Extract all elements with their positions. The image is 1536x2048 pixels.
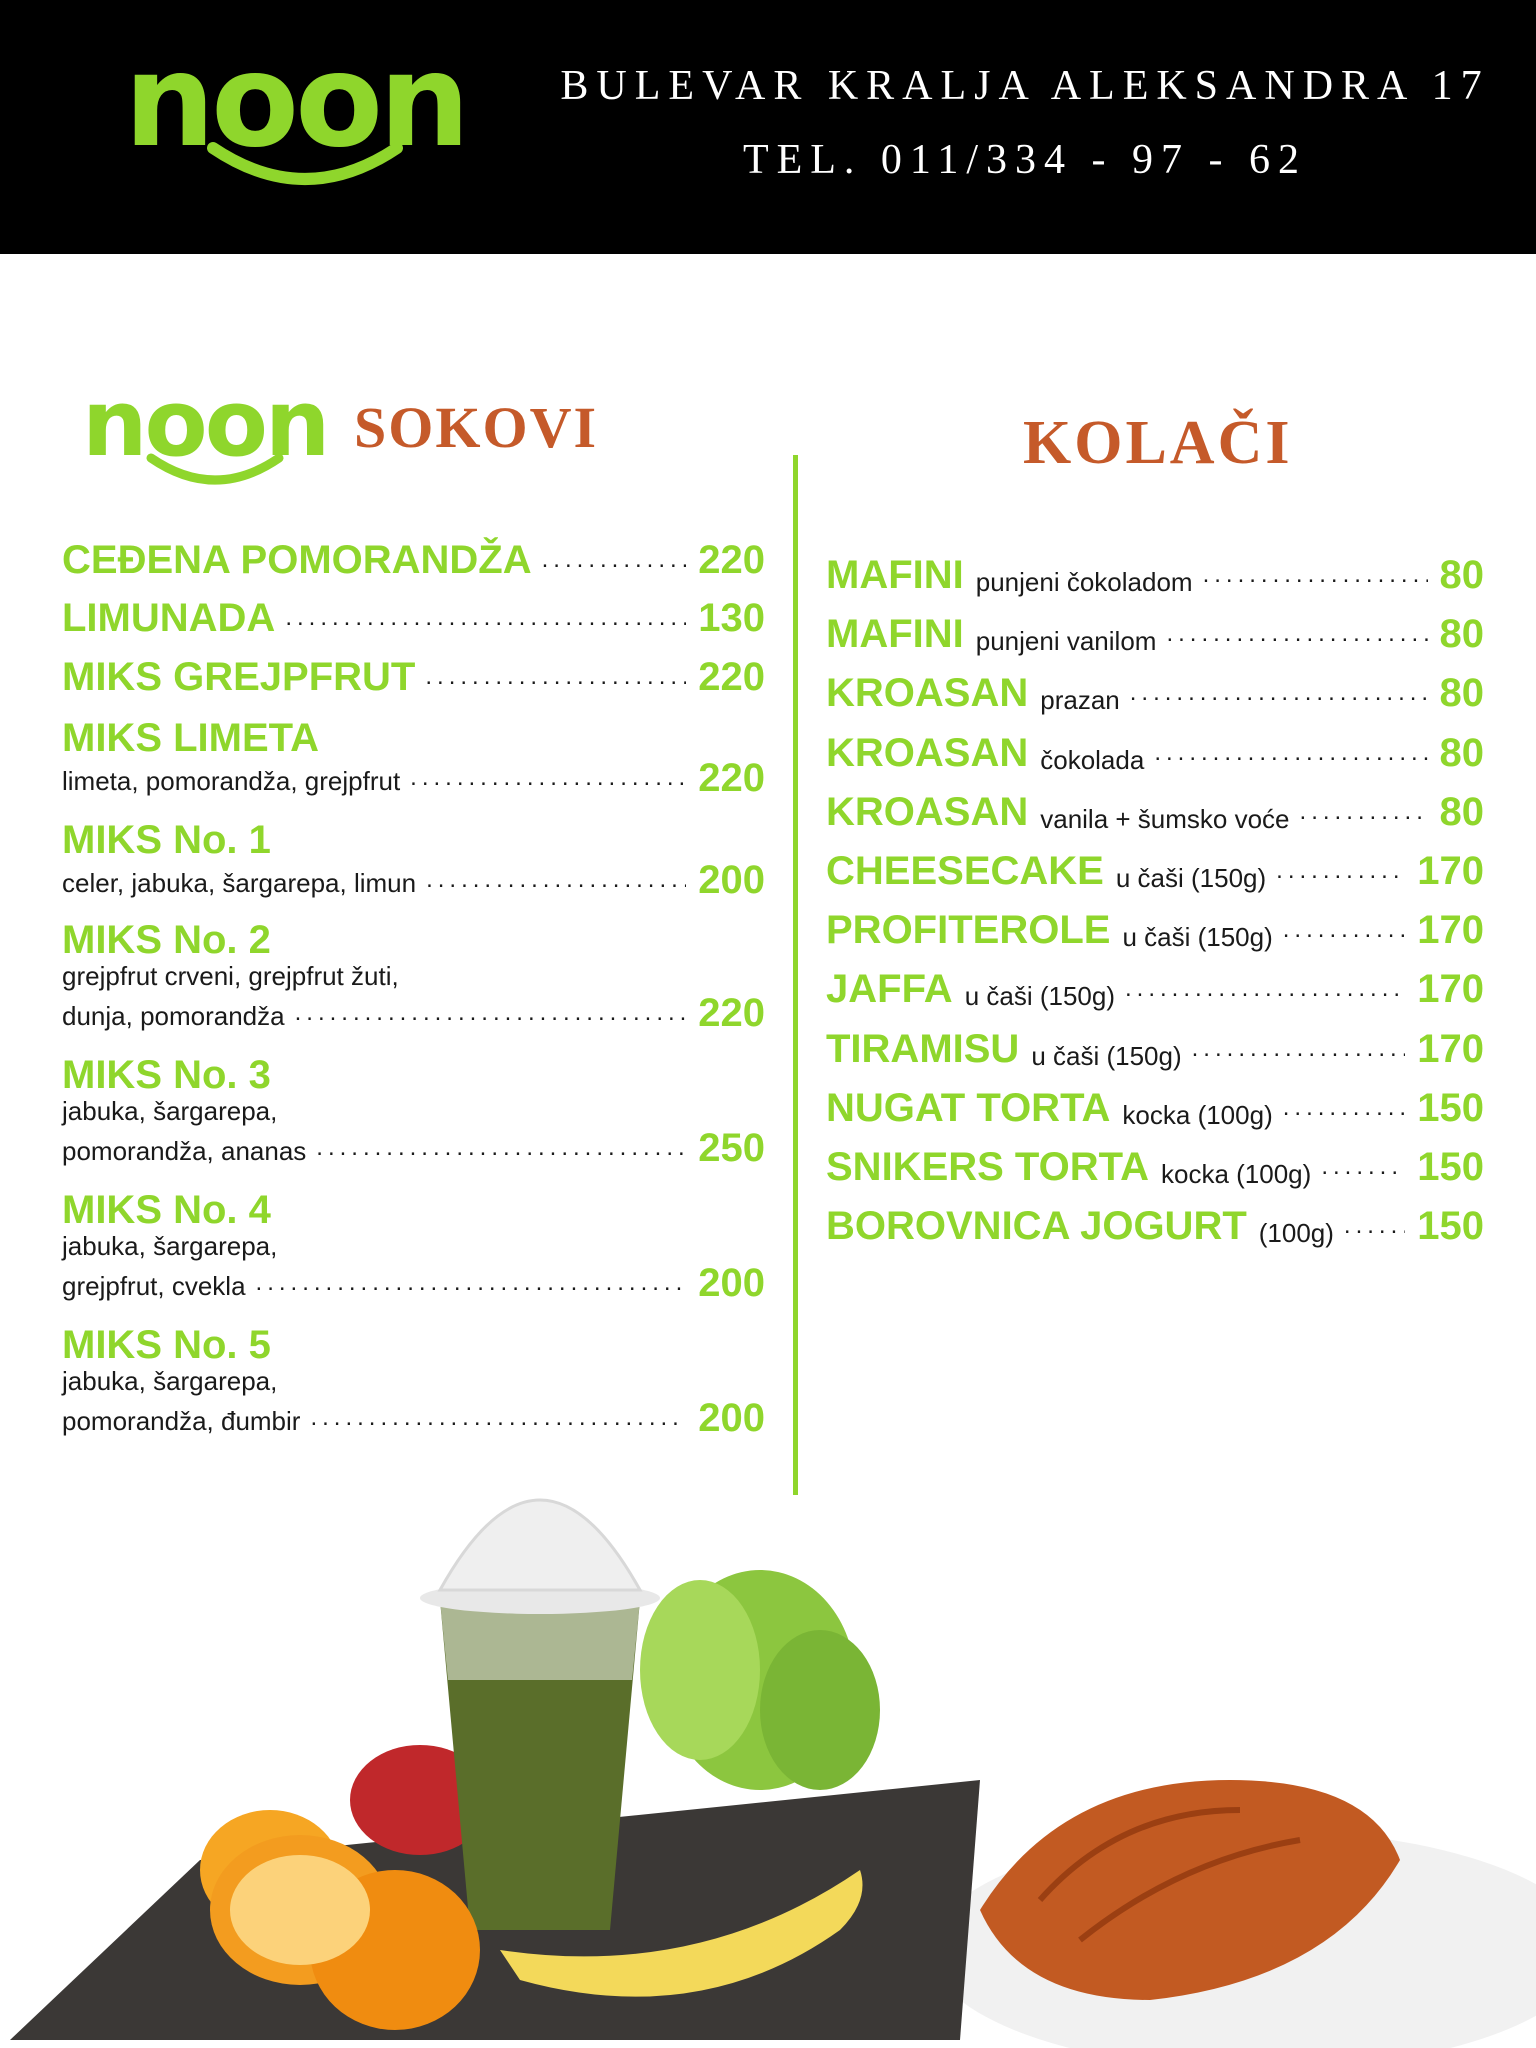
logo-smile-icon bbox=[205, 140, 405, 190]
cake-price: 80 bbox=[1439, 789, 1484, 834]
juice-price: 200 bbox=[698, 1261, 765, 1306]
cake-desc: u čaši (150g) bbox=[1031, 1040, 1182, 1071]
cake-price: 170 bbox=[1417, 1026, 1484, 1071]
cake-item bbox=[826, 908, 1484, 953]
juice-item bbox=[62, 820, 765, 900]
cake-price: 80 bbox=[1439, 612, 1484, 657]
leader-dots bbox=[1300, 798, 1428, 826]
cake-item bbox=[826, 1026, 1484, 1071]
cake-desc: čokolada bbox=[1040, 744, 1145, 775]
cake-name: MAFINI bbox=[826, 553, 964, 597]
leader-dots bbox=[1203, 561, 1428, 589]
phone-text: TEL. 011/334 - 97 - 62 bbox=[742, 137, 1308, 183]
cake-name: PROFITEROLE bbox=[826, 908, 1111, 953]
cake-name: MAFINI bbox=[826, 612, 964, 657]
cake-desc: (100g) bbox=[1258, 1218, 1334, 1249]
leader-dots bbox=[310, 1404, 686, 1432]
juice-desc: jabuka, šargarepa, bbox=[62, 1096, 278, 1126]
leader-dots bbox=[410, 764, 686, 792]
cake-name: TIRAMISU bbox=[826, 1026, 1020, 1071]
juice-name: MIKS No. 5 bbox=[62, 1323, 271, 1367]
leader-dots bbox=[1276, 857, 1405, 885]
juice-desc: grejpfrut crveni, grejpfrut žuti, bbox=[62, 961, 399, 991]
cake-item bbox=[826, 1147, 1484, 1187]
leader-dots bbox=[542, 546, 687, 574]
cake-item bbox=[826, 851, 1484, 891]
address-text: BULEVAR KRALJA ALEKSANDRA 17 bbox=[560, 63, 1490, 109]
cake-price: 150 bbox=[1417, 1085, 1484, 1130]
leader-dots bbox=[256, 1269, 687, 1297]
leader-dots bbox=[426, 866, 686, 894]
juice-name: LIMUNADA bbox=[62, 596, 276, 640]
sokovi-logo-smile-icon bbox=[145, 452, 285, 488]
sokovi-title: SOKOVI bbox=[354, 395, 599, 460]
cake-name: KROASAN bbox=[826, 789, 1029, 834]
leader-dots bbox=[1321, 1153, 1405, 1181]
cake-item bbox=[826, 967, 1484, 1012]
leader-dots bbox=[316, 1134, 686, 1162]
cake-item bbox=[826, 730, 1484, 775]
cake-price: 170 bbox=[1417, 849, 1484, 893]
juice-desc: pomorandža, ananas bbox=[62, 1136, 307, 1166]
juice-item bbox=[62, 718, 765, 798]
juice-desc: dunja, pomorandža bbox=[62, 1001, 285, 1031]
juice-price: 200 bbox=[698, 858, 765, 902]
juice-item bbox=[62, 1188, 765, 1306]
column-divider bbox=[793, 455, 798, 1495]
cake-price: 80 bbox=[1439, 730, 1484, 775]
juice-name: MIKS No. 2 bbox=[62, 918, 271, 962]
juice-desc: jabuka, šargarepa, bbox=[62, 1231, 278, 1261]
cake-price: 150 bbox=[1417, 1145, 1484, 1189]
juice-price: 130 bbox=[698, 596, 765, 640]
cake-price: 150 bbox=[1417, 1204, 1484, 1249]
cake-desc: u čaši (150g) bbox=[964, 981, 1115, 1012]
leader-dots bbox=[1166, 620, 1427, 648]
cake-name: CHEESECAKE bbox=[826, 849, 1104, 893]
juice-desc: pomorandža, đumbir bbox=[62, 1406, 301, 1436]
cake-desc: u čaši (150g) bbox=[1122, 922, 1273, 953]
juice-item bbox=[62, 540, 765, 580]
leader-dots bbox=[1344, 1212, 1405, 1240]
juice-name: MIKS No. 1 bbox=[62, 818, 271, 862]
cake-desc: vanila + šumsko voće bbox=[1040, 803, 1290, 834]
juice-price: 220 bbox=[698, 538, 765, 582]
cake-name: SNIKERS TORTA bbox=[826, 1145, 1149, 1189]
leader-dots bbox=[1283, 1094, 1406, 1122]
leader-dots bbox=[285, 604, 686, 632]
juice-desc: grejpfrut, cvekla bbox=[62, 1271, 246, 1301]
cake-desc: punjeni vanilom bbox=[975, 626, 1157, 657]
juice-price: 220 bbox=[698, 655, 765, 699]
juice-desc: limeta, pomorandža, grejpfrut bbox=[62, 765, 401, 796]
cake-item bbox=[826, 1204, 1484, 1249]
cake-desc: punjeni čokoladom bbox=[975, 567, 1193, 597]
juice-item bbox=[62, 1053, 765, 1171]
cake-desc: kocka (100g) bbox=[1122, 1099, 1273, 1130]
juice-name: CEĐENA POMORANDŽA bbox=[62, 538, 532, 582]
cake-desc: kocka (100g) bbox=[1161, 1159, 1312, 1189]
sokovi-logo: noon bbox=[82, 370, 328, 477]
juice-item bbox=[62, 918, 765, 1036]
cake-item bbox=[826, 671, 1484, 716]
cake-item bbox=[826, 612, 1484, 657]
cake-item bbox=[826, 789, 1484, 834]
juice-name: MIKS GREJPFRUT bbox=[62, 655, 416, 699]
leader-dots bbox=[1283, 916, 1405, 944]
juice-price: 200 bbox=[698, 1396, 765, 1441]
juice-price: 220 bbox=[698, 991, 765, 1036]
leader-dots bbox=[1154, 739, 1427, 767]
cake-desc: u čaši (150g) bbox=[1115, 863, 1267, 893]
header-bar bbox=[0, 0, 1536, 254]
kolaci-title: KOLAČI bbox=[1023, 409, 1293, 477]
juice-price: 220 bbox=[698, 756, 765, 800]
cake-name: JAFFA bbox=[826, 967, 953, 1012]
cake-item bbox=[826, 555, 1484, 595]
cake-price: 80 bbox=[1439, 553, 1484, 597]
cake-name: BOROVNICA JOGURT bbox=[826, 1204, 1247, 1249]
juice-name: MIKS No. 4 bbox=[62, 1188, 271, 1232]
cake-price: 80 bbox=[1439, 671, 1484, 716]
cake-item bbox=[826, 1085, 1484, 1130]
cake-price: 170 bbox=[1417, 967, 1484, 1012]
juice-name: MIKS LIMETA bbox=[62, 716, 320, 760]
leader-dots bbox=[1192, 1035, 1406, 1063]
cake-name: KROASAN bbox=[826, 730, 1029, 775]
cake-price: 170 bbox=[1417, 908, 1484, 953]
cake-desc: prazan bbox=[1040, 685, 1120, 716]
cake-name: NUGAT TORTA bbox=[826, 1085, 1111, 1130]
juice-desc: celer, jabuka, šargarepa, limun bbox=[62, 867, 417, 898]
juice-desc: jabuka, šargarepa, bbox=[62, 1366, 278, 1396]
food-photo bbox=[0, 1480, 1536, 2048]
juice-item bbox=[62, 598, 765, 638]
leader-dots bbox=[1130, 679, 1428, 707]
cake-name: KROASAN bbox=[826, 671, 1029, 716]
juice-item bbox=[62, 1323, 765, 1441]
juice-item bbox=[62, 657, 765, 697]
leader-dots bbox=[425, 663, 686, 691]
leader-dots bbox=[295, 999, 687, 1027]
juice-price: 250 bbox=[698, 1126, 765, 1171]
header-logo: noon bbox=[124, 27, 467, 176]
juice-name: MIKS No. 3 bbox=[62, 1053, 271, 1097]
lettuce bbox=[640, 1570, 880, 1790]
leader-dots bbox=[1125, 975, 1405, 1003]
